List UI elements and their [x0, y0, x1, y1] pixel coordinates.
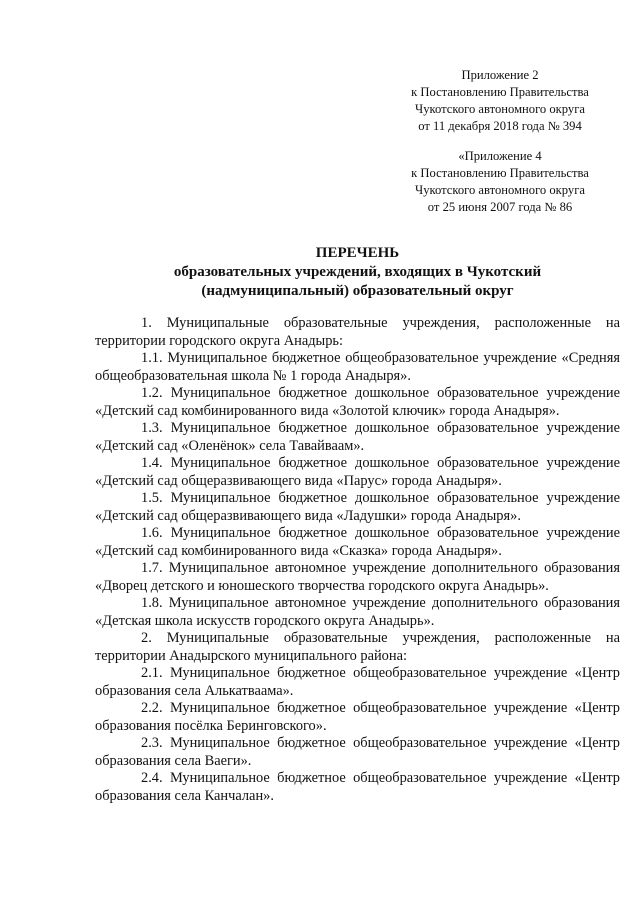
list-item: 1.5. Муниципальное бюджетное дошкольное образовательное учреждение «Детский сад общеразвивающего вида «Ладушки» города Анадыря». — [95, 490, 620, 524]
header-line: к Постановлению Правительства — [411, 166, 589, 180]
list-item: 2.4. Муниципальное бюджетное общеобразовательное учреждение «Центр образования села Канчалан». — [95, 770, 620, 804]
list-item: 1.8. Муниципальное автономное учреждение дополнительного образования «Детская школа искусств городского округа Анадырь». — [95, 595, 620, 629]
list-item: 1.6. Муниципальное бюджетное дошкольное образовательное учреждение «Детский сад комбинированного вида «Сказка» города Анадыря». — [95, 525, 620, 559]
document-title — [95, 244, 620, 301]
list-item: 1. Муниципальные образовательные учреждения, расположенные на территории городского округа Анадырь: — [95, 315, 620, 349]
list-item: 2. Муниципальные образовательные учреждения, расположенные на территории Анадырского муниципального района: — [95, 630, 620, 664]
appendix-4-header — [395, 148, 605, 216]
header-line: Приложение 2 — [461, 68, 539, 82]
list-item: 2.2. Муниципальное бюджетное общеобразовательное учреждение «Центр образования посёлка Беринговского». — [95, 700, 620, 734]
header-line: Чукотского автономного округа — [415, 102, 585, 116]
header-line: Чукотского автономного округа — [415, 183, 585, 197]
title-line: ПЕРЕЧЕНЬ — [315, 245, 400, 261]
title-line: (надмуниципальный) образовательный округ — [201, 283, 514, 299]
list-item: 1.2. Муниципальное бюджетное дошкольное образовательное учреждение «Детский сад комбинированного вида «Золотой ключик» города Анадыря». — [95, 385, 620, 419]
header-line: «Приложение 4 — [458, 149, 542, 163]
appendix-2-header — [395, 67, 605, 135]
header-line: к Постановлению Правительства — [411, 85, 589, 99]
list-item: 1.7. Муниципальное автономное учреждение дополнительного образования «Дворец детского и юношеского творчества городского округа Анадырь». — [95, 560, 620, 594]
list-item: 2.1. Муниципальное бюджетное общеобразовательное учреждение «Центр образования села Алькатваама». — [95, 665, 620, 699]
header-line: от 25 июня 2007 года № 86 — [427, 200, 573, 214]
list-item: 2.3. Муниципальное бюджетное общеобразовательное учреждение «Центр образования села Ваеги». — [95, 735, 620, 769]
list-item: 1.3. Муниципальное бюджетное дошкольное образовательное учреждение «Детский сад «Оленёнок» села Тавайваам». — [95, 420, 620, 454]
title-line: образовательных учреждений, входящих в Чукотский — [173, 264, 542, 280]
list-item: 1.4. Муниципальное бюджетное дошкольное образовательное учреждение «Детский сад общеразвивающего вида «Парус» города Анадыря». — [95, 455, 620, 489]
list-item: 1.1. Муниципальное бюджетное общеобразовательное учреждение «Средняя общеобразовательная школа № 1 города Анадыря». — [95, 350, 620, 384]
institutions-list — [95, 315, 620, 805]
header-line: от 11 декабря 2018 года № 394 — [418, 119, 582, 133]
